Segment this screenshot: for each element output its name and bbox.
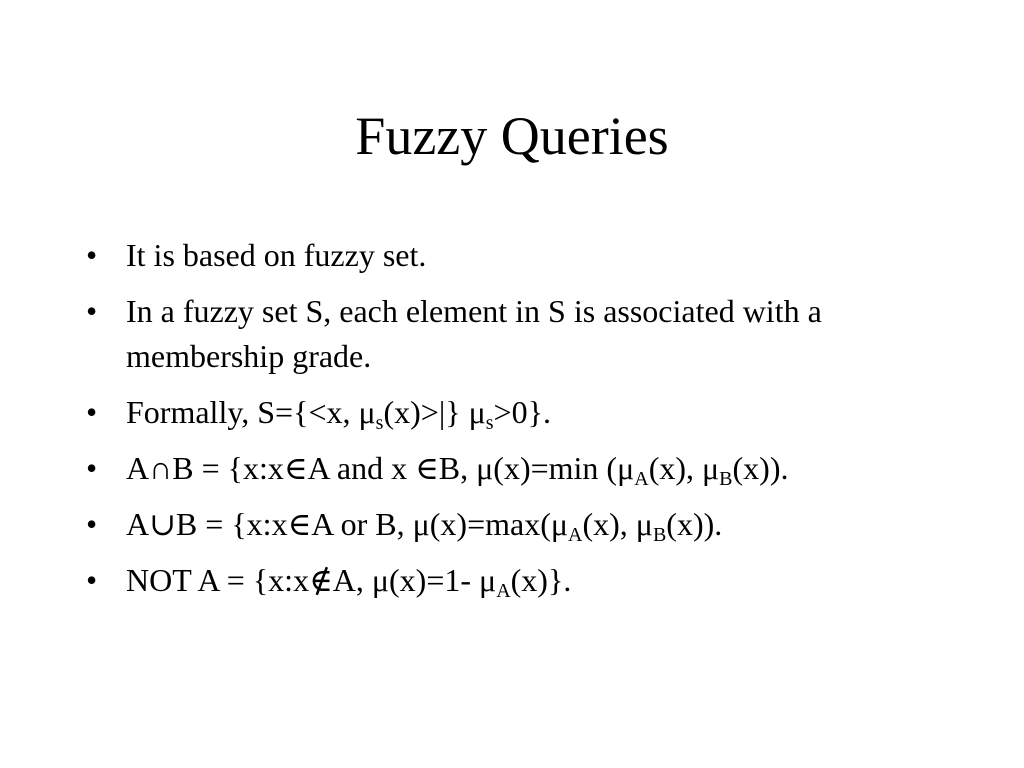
bullet-item [86,233,946,278]
subscript: A [496,580,511,602]
bullet-item [86,390,946,435]
bullet-text: Formally, S={<x, $\mu_s(x)>|$} $\mu_s>0$}. [126,394,551,434]
subscript: s [485,412,494,434]
bullet-item [86,289,946,379]
subscript: s [375,412,384,434]
bullet-symbol: • [86,237,98,273]
bullet-text: In a fuzzy set S, each element in S is associated with a membership grade. [126,293,822,374]
bullet-text: NOT A = {x:x∉A, μ(x)=1- $\mu_A(x)$}. [126,562,572,602]
bullet-list [86,233,946,614]
bullet-text: A∩B = {x:x∈A and x ∈B, μ(x)=min ($\mu_A(x)$, $\mu_B(x)$). [126,450,789,490]
bullet-item [86,558,946,603]
subscript: B [719,468,733,490]
bullet-symbol: • [86,394,98,430]
bullet-text: It is based on fuzzy set. [126,237,427,273]
bullet-item [86,446,946,491]
subscript: A [634,468,649,490]
bullet-item [86,502,946,547]
bullet-text: A∪B = {x:x∈A or B, $\mu(x)=\max(\mu_A(x)$, $\mu_B(x)$). [126,506,723,546]
slide-title: Fuzzy Queries [355,106,669,166]
bullet-symbol: • [86,293,98,329]
bullet-symbol: • [86,562,98,598]
bullet-symbol: • [86,450,98,486]
bullet-symbol: • [86,506,98,542]
subscript: B [652,524,667,546]
subscript: A [568,524,583,546]
